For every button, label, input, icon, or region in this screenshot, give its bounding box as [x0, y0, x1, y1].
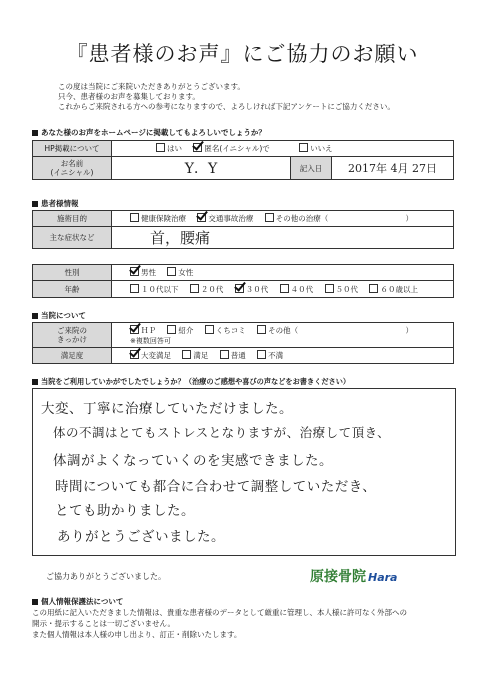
checkbox-icon[interactable]	[265, 213, 274, 222]
checkbox-checked-icon[interactable]	[235, 284, 244, 293]
satisfaction-option-normal[interactable]: 普通	[220, 351, 246, 360]
trigger-label: ご来院の きっかけ	[33, 323, 112, 348]
satisfaction-option-very[interactable]: 大変満足	[130, 351, 171, 360]
hp-label: HP掲載について	[33, 141, 112, 157]
trigger-options	[112, 323, 454, 348]
checkbox-icon[interactable]	[369, 284, 378, 293]
trigger-option-other[interactable]: その他（	[257, 326, 298, 335]
intro-text	[58, 82, 395, 112]
page-title: 『患者様のお声』にご協力のお願い	[66, 42, 419, 66]
comment-line: 体調がよくなっていくのを実感できました。	[53, 453, 333, 469]
age-option-60plus[interactable]: ６０歳以上	[369, 285, 418, 294]
multi-answer-note: ※複数回答可	[130, 336, 171, 345]
checkbox-icon[interactable]	[130, 213, 139, 222]
age-options	[112, 281, 454, 298]
gender-options	[112, 265, 454, 281]
demographics-table	[32, 264, 454, 298]
name-label: お名前 (イニシャル)	[33, 157, 112, 180]
name-field[interactable]: Y．Y	[112, 157, 291, 180]
symptom-label: 主な症状など	[33, 227, 112, 249]
intro-line: この度は当院にご来院いただきありがとうございます。	[58, 82, 245, 91]
intro-line: これからご来院される方への参考になりますので、よろしければ下記アンケートにご協力ください。	[58, 102, 395, 111]
comment-line: ありがとうございました。	[57, 529, 225, 545]
treatment-option-other[interactable]: その他の治療（	[265, 214, 329, 223]
privacy-notice	[32, 596, 407, 640]
checkbox-icon[interactable]	[280, 284, 289, 293]
checkbox-icon[interactable]	[167, 267, 176, 276]
logo-jp: 原接骨院	[310, 569, 366, 585]
checkbox-checked-icon[interactable]	[130, 267, 139, 276]
treatment-close: ）	[405, 214, 413, 223]
age-option-30s[interactable]: ３０代	[235, 285, 269, 294]
checkbox-icon[interactable]	[190, 284, 199, 293]
checkbox-checked-icon[interactable]	[130, 350, 139, 359]
square-bullet-icon	[32, 130, 38, 136]
age-label: 年齢	[33, 281, 112, 298]
checkbox-icon[interactable]	[182, 350, 191, 359]
square-bullet-icon	[32, 599, 38, 605]
satisfaction-label: 満足度	[33, 348, 112, 364]
checkbox-icon[interactable]	[156, 143, 165, 152]
hp-option-yes[interactable]: はい	[156, 144, 182, 153]
comment-line: 時間についても都合に合わせて調整していただき、	[55, 479, 377, 495]
comment-line: 大変、丁寧に治療していただけました。	[41, 401, 293, 417]
checkbox-icon[interactable]	[299, 143, 308, 152]
comment-line: 体の不調はとてもストレスとなりますが、治療して頂き、	[53, 425, 391, 440]
comment-box[interactable]	[32, 388, 456, 556]
section-heading-comments: 当院をご利用していかがでしたでしょうか？（治療のご感想や喜びの声などをお書きください）	[32, 377, 350, 387]
age-option-40s[interactable]: ４０代	[280, 285, 314, 294]
hp-option-no[interactable]: いいえ	[299, 144, 333, 153]
checkbox-icon[interactable]	[325, 284, 334, 293]
checkbox-checked-icon[interactable]	[130, 325, 139, 334]
treatment-option-traffic[interactable]: 交通事故治療	[197, 214, 253, 223]
treatment-label: 施術目的	[33, 211, 112, 227]
age-option-20s[interactable]: ２０代	[190, 285, 224, 294]
trigger-option-referral[interactable]: 紹介	[167, 326, 193, 335]
publish-table	[32, 140, 454, 180]
square-bullet-icon	[32, 313, 38, 319]
checkbox-checked-icon[interactable]	[197, 213, 206, 222]
checkbox-icon[interactable]	[257, 325, 266, 334]
treatment-option-insurance[interactable]: 健康保険治療	[130, 214, 186, 223]
square-bullet-icon	[32, 379, 38, 385]
trigger-close: ）	[405, 325, 413, 335]
patient-table	[32, 210, 454, 249]
gender-option-female[interactable]: 女性	[167, 268, 193, 277]
logo-en: Hara	[368, 571, 398, 584]
square-bullet-icon	[32, 201, 38, 207]
satisfaction-option-dissatisfied[interactable]: 不満	[257, 351, 283, 360]
satisfaction-option-satisfied[interactable]: 満足	[182, 351, 208, 360]
checkbox-icon[interactable]	[130, 284, 139, 293]
intro-line: 只今、患者様のお声を募集しております。	[58, 92, 200, 101]
gender-label: 性別	[33, 265, 112, 281]
clinic-logo	[310, 566, 397, 586]
section-heading-patient: 患者様情報	[32, 198, 79, 209]
satisfaction-options	[112, 348, 454, 364]
gender-option-male[interactable]: 男性	[130, 268, 156, 277]
clinic-table	[32, 322, 454, 364]
comment-line: とても助かりました。	[55, 503, 195, 519]
checkbox-icon[interactable]	[257, 350, 266, 359]
age-option-10s[interactable]: １０代以下	[130, 285, 179, 294]
entry-date-field[interactable]: 2017年 4月 27日	[332, 157, 454, 180]
checkbox-icon[interactable]	[167, 325, 176, 334]
trigger-option-hp[interactable]: ＨＰ	[130, 326, 156, 335]
checkbox-checked-icon[interactable]	[193, 143, 202, 152]
entry-date-label: 記入日	[291, 157, 332, 180]
age-option-50s[interactable]: ５０代	[325, 285, 359, 294]
privacy-line: 開示・提示することは一切ございません。	[32, 619, 175, 628]
checkbox-icon[interactable]	[220, 350, 229, 359]
section-heading-clinic: 当院について	[32, 310, 86, 321]
hp-options	[112, 141, 454, 157]
privacy-heading: 個人情報保護法について	[32, 596, 407, 607]
treatment-options	[112, 211, 454, 227]
section-heading-publish: あなた様のお声をホームページに掲載してもよろしいでしょうか？	[32, 127, 266, 138]
symptom-field[interactable]: 首，腰痛	[112, 227, 454, 249]
privacy-line: また個人情報は本人様の申し出より、訂正・削除いたします。	[32, 630, 242, 639]
privacy-line: この用紙に記入いただきました情報は、貴重な患者様のデータとして厳重に管理し、本人様に許可なく外部への	[32, 608, 407, 617]
hp-option-anonymous[interactable]: 匿名(イニシャル)で	[193, 144, 269, 153]
trigger-option-word-of-mouth[interactable]: くちコミ	[205, 326, 246, 335]
thanks-text: ご協力ありがとうございました。	[46, 572, 166, 581]
checkbox-icon[interactable]	[205, 325, 214, 334]
